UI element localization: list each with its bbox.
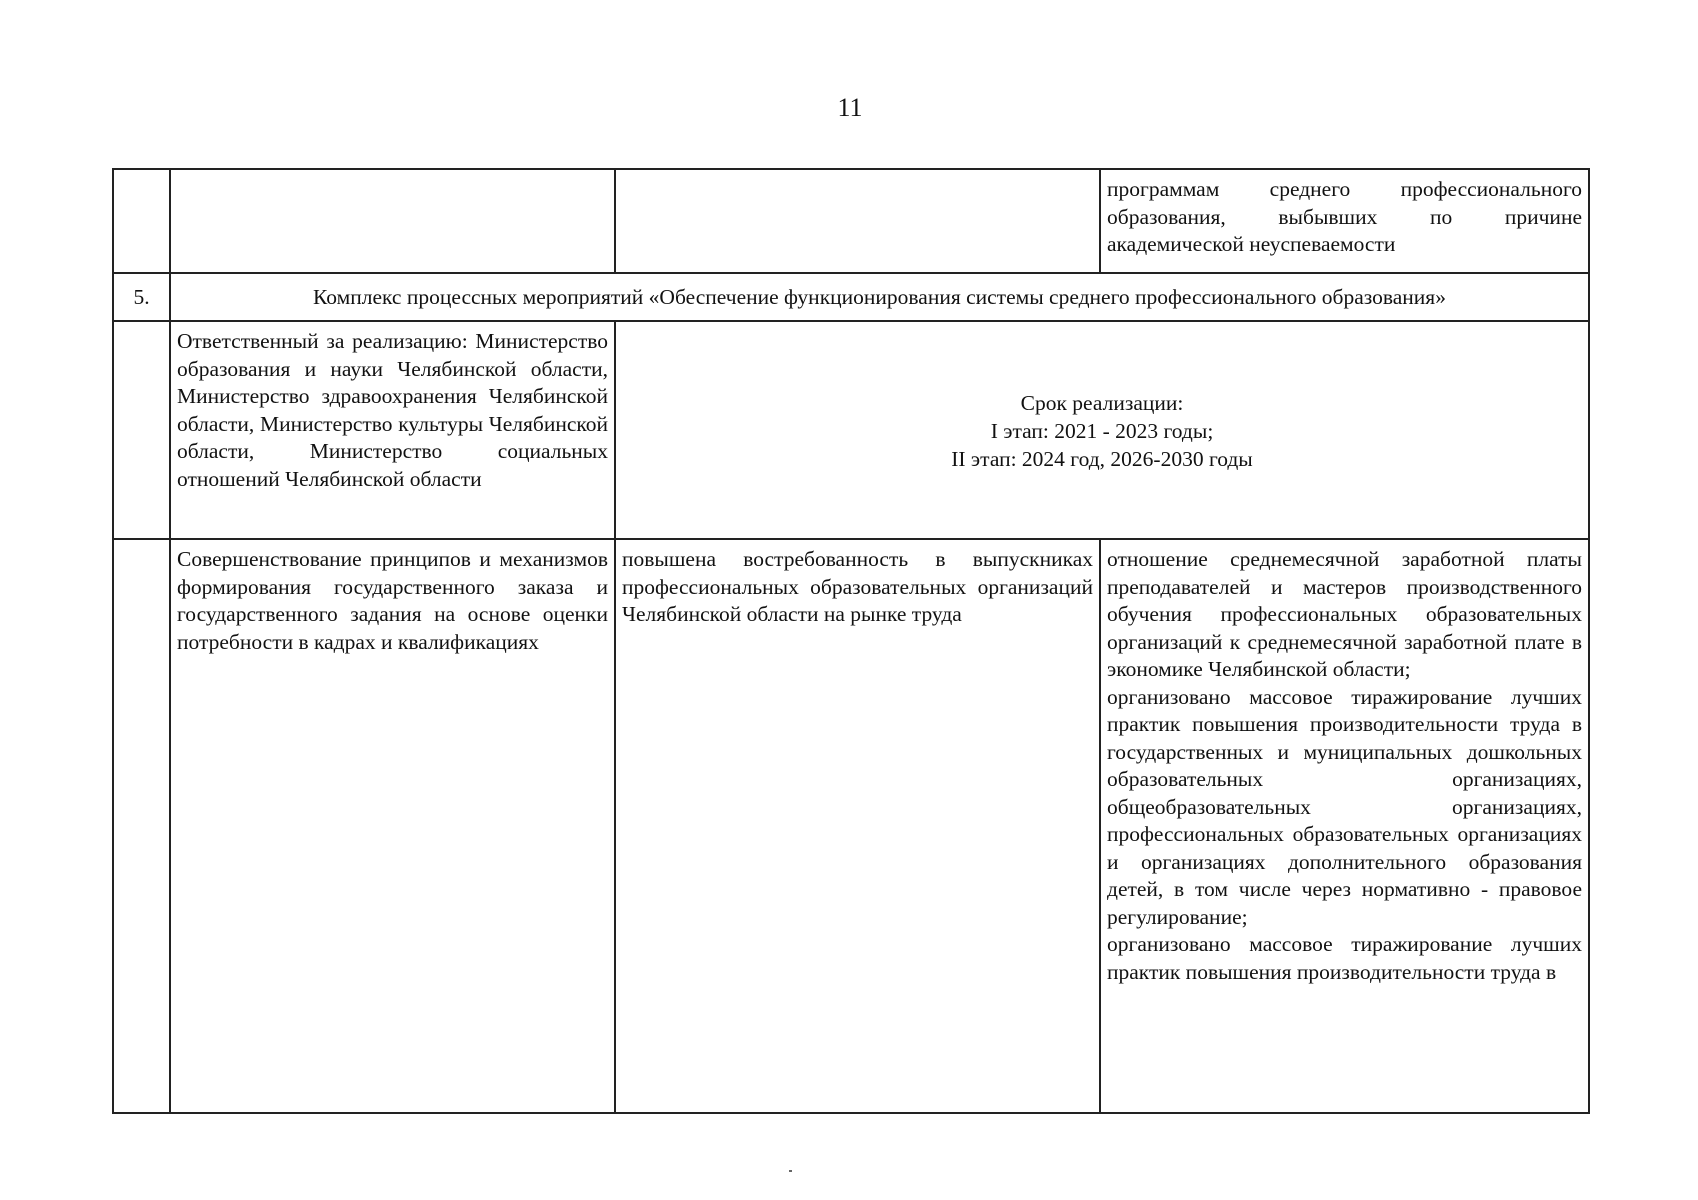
cell-number-empty bbox=[113, 539, 170, 1113]
cell-effect-empty bbox=[615, 169, 1100, 273]
cell-number-empty bbox=[113, 321, 170, 539]
page-number: 11 bbox=[837, 93, 863, 122]
indicator-item: организовано массовое тиражирование лучших практик повышения производительности труда в государственных и муниципальных дошкольных образовательных организациях, общеобразовательных организациях, профессиональных образовательных организациях и организациях дополнительного образования детей, в том числе через нормативно - правовое регулирование; bbox=[1107, 684, 1582, 929]
task-text: Совершенствование принципов и механизмов формирования государственного заказа и государственного задания на основе оценки потребности в кадрах и квалификациях bbox=[170, 539, 615, 1113]
responsible-text: Ответственный за реализацию: Министерство образования и науки Челябинской области, Министерство здравоохранения Челябинской области, Министерство культуры Челябинской области, Министерство социальных отношений Челябинской области bbox=[170, 321, 615, 539]
indicator-continuation: программам среднего профессионального образования, выбывших по причине академической неуспеваемости bbox=[1100, 169, 1589, 273]
indicator-item: организовано массовое тиражирование лучших практик повышения производительности труда в bbox=[1107, 932, 1582, 984]
effect-text: повышена востребованность в выпускниках профессиональных образовательных организаций Челябинской области на рынке труда bbox=[615, 539, 1100, 1113]
term-stage-2: II этап: 2024 год, 2026-2030 годы bbox=[951, 447, 1253, 471]
section-heading-row bbox=[113, 273, 1589, 321]
responsible-row bbox=[113, 321, 1589, 539]
cell-task-empty bbox=[170, 169, 615, 273]
implementation-term bbox=[615, 321, 1589, 539]
continuation-row bbox=[113, 169, 1589, 273]
indicator-item: отношение среднемесячной заработной платы преподавателей и мастеров производственного обучения профессиональных образовательных организаций к среднемесячной заработной плате в экономике Челябинской области; bbox=[1107, 547, 1582, 681]
section-title: Комплекс процессных мероприятий «Обеспечение функционирования системы среднего профессионального образования» bbox=[170, 273, 1589, 321]
term-title: Срок реализации: bbox=[1020, 391, 1184, 415]
measures-table bbox=[112, 168, 1590, 1114]
term-stage-1: I этап: 2021 - 2023 годы; bbox=[990, 419, 1214, 443]
task-row bbox=[113, 539, 1589, 1113]
indicators-cell bbox=[1100, 539, 1589, 1113]
scan-dot bbox=[789, 1170, 792, 1172]
section-number: 5. bbox=[113, 273, 170, 321]
cell-number-empty bbox=[113, 169, 170, 273]
